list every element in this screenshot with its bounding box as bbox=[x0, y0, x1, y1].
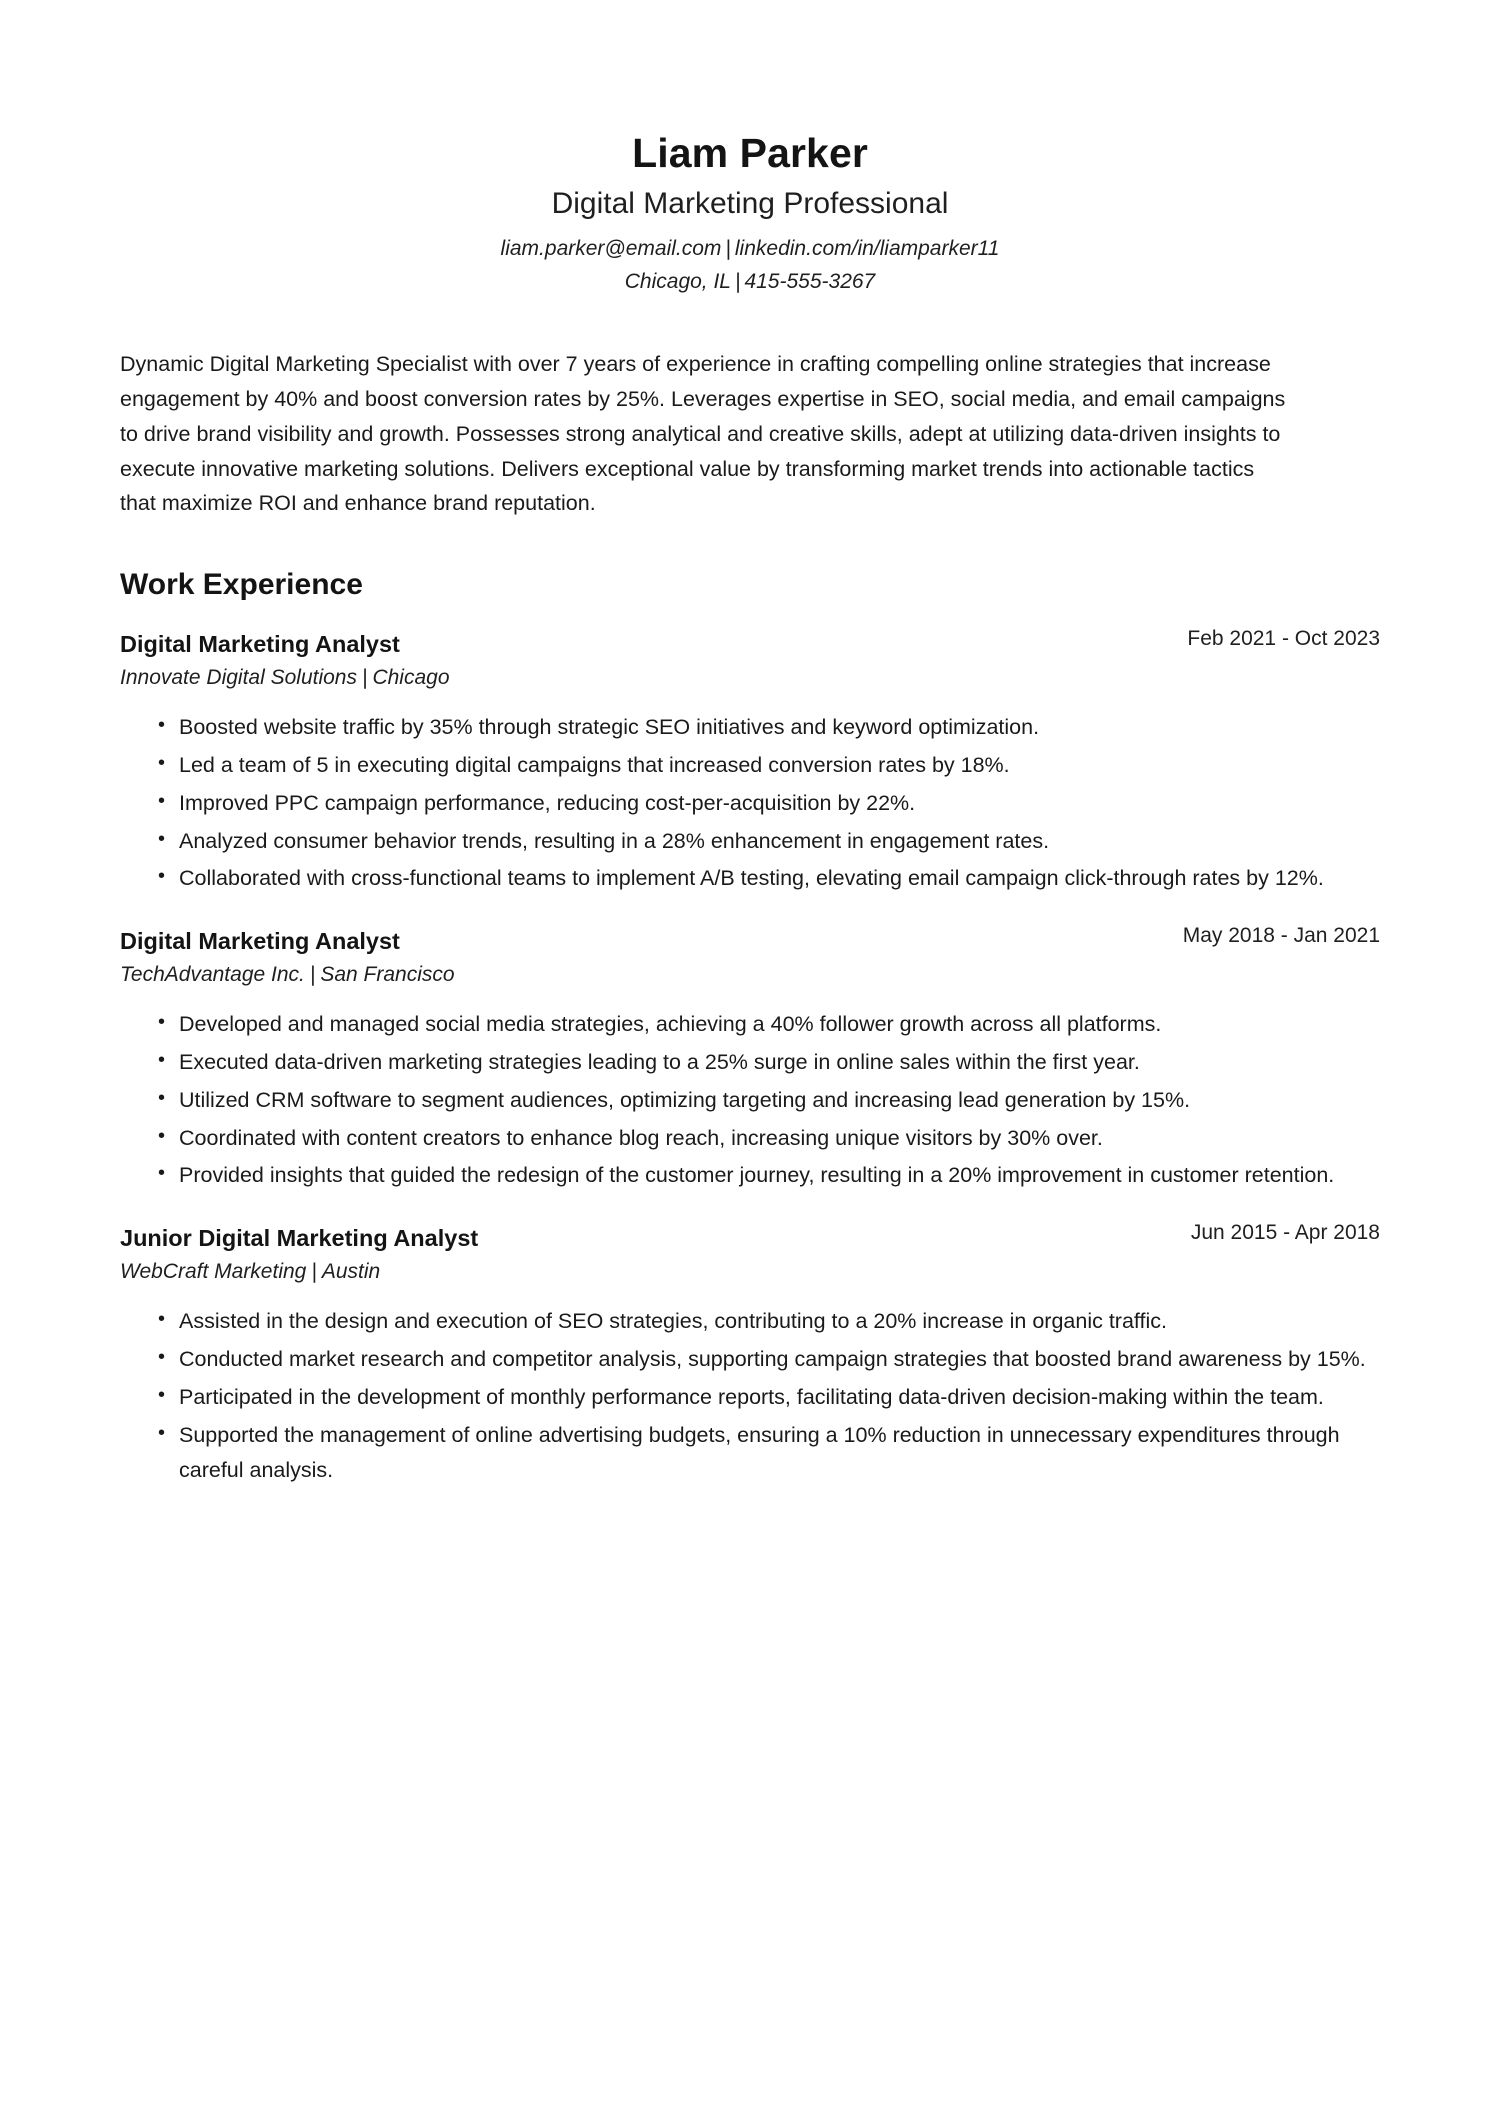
company-separator: | bbox=[311, 1259, 317, 1283]
job-title: Digital Marketing Analyst bbox=[120, 928, 400, 955]
job-entry bbox=[120, 1223, 1380, 1487]
job-bullet: • Improved PPC campaign performance, reducing cost-per-acquisition by 22%. bbox=[120, 786, 1380, 821]
job-bullet: • Executed data-driven marketing strategies leading to a 25% surge in online sales within the first year. bbox=[120, 1045, 1380, 1080]
job-bullet: • Collaborated with cross-functional teams to implement A/B testing, elevating email campaign click-through rates by 12%. bbox=[120, 861, 1380, 896]
company-name: Innovate Digital Solutions bbox=[120, 665, 357, 689]
linkedin-text: linkedin.com/in/liamparker11 bbox=[734, 237, 1000, 261]
job-header bbox=[120, 1223, 1380, 1254]
email-text: liam.parker@email.com bbox=[500, 237, 722, 261]
candidate-name: Liam Parker bbox=[632, 130, 868, 176]
job-title: Junior Digital Marketing Analyst bbox=[120, 1225, 479, 1252]
job-date-range: May 2018 - Jan 2021 bbox=[1182, 924, 1380, 948]
job-header bbox=[120, 629, 1380, 660]
job-bullet: • Developed and managed social media strategies, achieving a 40% follower growth across all platforms. bbox=[120, 1007, 1380, 1042]
job-company-location bbox=[120, 960, 1380, 989]
job-title: Digital Marketing Analyst bbox=[120, 631, 400, 658]
job-bullet-list bbox=[120, 710, 1380, 896]
company-separator: | bbox=[361, 665, 368, 689]
company-name: WebCraft Marketing bbox=[120, 1259, 307, 1283]
job-date-range: Jun 2015 - Apr 2018 bbox=[1190, 1221, 1380, 1245]
contact-separator: | bbox=[734, 269, 741, 293]
job-bullet: • Provided insights that guided the redesign of the customer journey, resulting in a 20% improvement in customer retention. bbox=[120, 1158, 1380, 1193]
job-bullet: • Participated in the development of monthly performance reports, facilitating data-driven decision-making within the team. bbox=[120, 1380, 1380, 1415]
phone-text: 415-555-3267 bbox=[744, 269, 876, 293]
job-bullet: • Boosted website traffic by 35% through strategic SEO initiatives and keyword optimization. bbox=[120, 710, 1380, 745]
job-location: Austin bbox=[321, 1259, 381, 1283]
section-title-work-experience: Work Experience bbox=[120, 568, 363, 602]
contact-line-primary bbox=[120, 234, 1380, 264]
professional-summary: Dynamic Digital Marketing Specialist with over 7 years of experience in crafting compelling online strategies that increase engagement by 40% and boost conversion rates by 25%. Leverages expertise in SEO, social media, and email campaigns to drive brand visibility and growth. Possesses strong analytical and creative skills, adept at utilizing data-driven insights to execute innovative marketing solutions. Delivers exceptional value by transforming market trends into actionable tactics that maximize ROI and enhance brand reputation. bbox=[120, 352, 1286, 516]
company-separator: | bbox=[309, 962, 316, 986]
job-bullet: • Conducted market research and competitor analysis, supporting campaign strategies that boosted brand awareness by 15%. bbox=[120, 1342, 1380, 1377]
job-header bbox=[120, 926, 1380, 957]
company-name: TechAdvantage Inc. bbox=[120, 962, 305, 986]
job-bullet: • Analyzed consumer behavior trends, resulting in a 28% enhancement in engagement rates. bbox=[120, 824, 1380, 859]
job-date-range: Feb 2021 - Oct 2023 bbox=[1187, 627, 1380, 651]
job-bullet-list bbox=[120, 1304, 1380, 1487]
job-bullet: • Utilized CRM software to segment audiences, optimizing targeting and increasing lead generation by 15%. bbox=[120, 1083, 1380, 1118]
work-experience-section bbox=[120, 567, 1380, 1487]
contact-line-secondary bbox=[120, 267, 1380, 297]
resume-header bbox=[120, 0, 1380, 297]
job-location: Chicago bbox=[372, 665, 450, 689]
job-bullet: • Assisted in the design and execution of SEO strategies, contributing to a 20% increase in organic traffic. bbox=[120, 1304, 1380, 1339]
job-entry bbox=[120, 629, 1380, 896]
job-bullet: • Supported the management of online advertising budgets, ensuring a 10% reduction in unnecessary expenditures through careful analysis. bbox=[120, 1418, 1380, 1488]
job-company-location bbox=[120, 1257, 1380, 1286]
job-company-location bbox=[120, 663, 1380, 692]
location-text: Chicago, IL bbox=[624, 269, 731, 293]
job-entry bbox=[120, 926, 1380, 1193]
job-location: San Francisco bbox=[320, 962, 455, 986]
job-bullet: • Coordinated with content creators to enhance blog reach, increasing unique visitors by 30% over. bbox=[120, 1121, 1380, 1156]
job-bullet: • Led a team of 5 in executing digital campaigns that increased conversion rates by 18%. bbox=[120, 748, 1380, 783]
candidate-headline: Digital Marketing Professional bbox=[551, 187, 949, 221]
job-bullet-list bbox=[120, 1007, 1380, 1193]
contact-separator: | bbox=[725, 237, 731, 261]
